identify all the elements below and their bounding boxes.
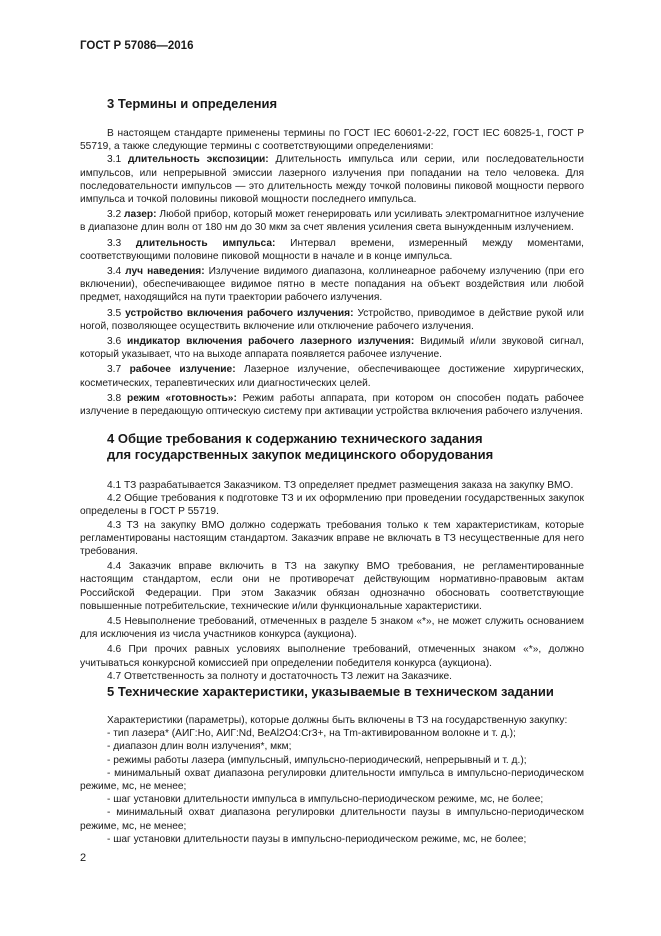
section-5-title: 5 Технические характеристики, указываемые в техническом задании (107, 684, 554, 699)
item-4-7: 4.7 Ответственность за полноту и достаточность ТЗ лежит на Заказчике. (107, 670, 453, 682)
list-item: - шаг установки длительности импульса в импульсно-периодическом режиме, мс, не более; (107, 794, 544, 806)
document-header: ГОСТ Р 57086—2016 (80, 40, 194, 52)
item-4-5: 4.5 Невыполнение требований, отмеченных в разделе 5 знаком «*», не может служить основанием для исключения из числа участников конкурса (аукциона). (80, 616, 584, 641)
section-5-body (80, 714, 584, 846)
item-4-6: 4.6 При прочих равных условиях выполнение требований, отмеченных знаком «*», должно учитываться конкурсной комиссией при определении победителя конкурса (аукциона). (80, 644, 584, 669)
section-4-title (107, 431, 493, 463)
section-3-body (80, 127, 584, 418)
item-4-1: 4.1 ТЗ разрабатывается Заказчиком. ТЗ определяет предмет размещения заказа на закупку ВМО. (107, 480, 574, 491)
item-4-4: 4.4 Заказчик вправе включить в ТЗ на закупку ВМО требования, не регламентированные настоящим стандартом, если они не противоречат действующим нормативно-правовым актам Российской Федерации. При этом Заказчик обязан однозначно обосновать соответствующие повышенные потребительские, технические и/или функциональные характеристики. (80, 561, 584, 612)
list-item: - шаг установки длительности паузы в импульсно-периодическом режиме, мс, не более; (107, 833, 527, 845)
list-item: - диапазон длин волн излучения*, мкм; (107, 741, 292, 753)
item-4-3: 4.3 ТЗ на закупку ВМО должно содержать требования только к тем характеристикам, которые регламентированы настоящим стандартом. Заказчик вправе не включать в ТЗ несущественные для него требования. (80, 519, 584, 558)
term-3-4: 3.4 луч наведения: Излучение видимого диапазона, коллинеарное рабочему излучению (при его включении), обеспечивающее видимое пятно в месте попадания на объект воздействия или любой предмет, находящийся на пути траектории рабочего излучения. (80, 266, 584, 304)
section-4-title-line-2: для государственных закупок медицинского оборудования (107, 447, 494, 462)
section-3-intro: В настоящем стандарте применены термины по ГОСТ IEC 60601-2-22, ГОСТ IEC 60825-1, ГОСТ Р 55719, а также следующие термины с соответствующими определениями: (80, 128, 584, 153)
term-3-2: 3.2 лазер: Любой прибор, который может генерировать или усиливать электромагнитное излучение в диапазоне длин волн от 180 нм до 30 мкм за счет явления усиления света вынужденным излучением. (80, 209, 584, 234)
list-item: - тип лазера* (АИГ:Ho, АИГ:Nd, BeAl2O4:Cr3+, на Tm-активированном волокне и т. д.); (107, 728, 516, 740)
section-5-intro: Характеристики (параметры), которые должны быть включены в ТЗ на государственную закупку: (107, 715, 568, 726)
list-item: - минимальный охват диапазона регулировки длительности паузы в импульсно-периодическом режиме, мс, не менее; (80, 807, 584, 832)
term-3-1: 3.1 длительность экспозиции: Длительность импульса или серии, или последовательности импульсов, или непрерывной эмиссии лазерного излучения при попадании на тело человека. Для последовательности импульсов — это длительность между точкой половины пиковой мощности первого импульса и точкой половины пиковой мощности последнего импульса. (80, 154, 584, 206)
term-3-3: 3.3 длительность импульса: Интервал времени, измеренный между моментами, соответствующими половине пиковой мощности в начале и в конце импульса. (80, 237, 584, 262)
section-3-title: 3 Термины и определения (107, 96, 278, 111)
term-3-5: 3.5 устройство включения рабочего излучения: Устройство, приводимое в действие рукой или ногой, позволяющее осуществить включение или отключение рабочего излучения. (80, 307, 584, 332)
section-4-title-line-1: 4 Общие требования к содержанию технического задания (107, 431, 483, 446)
term-3-8: 3.8 режим «готовность»: Режим работы аппарата, при котором он способен подать рабочее излучение в передающую оптическую систему при активации устройства включения рабочего излучения. (80, 392, 584, 418)
term-3-7: 3.7 рабочее излучение: Лазерное излучение, обеспечивающее достижение хирургических, косметических, терапевтических или диагностических целей. (80, 364, 584, 389)
list-item: - режимы работы лазера (импульсный, импульсно-периодический, непрерывный и т. д.); (107, 754, 527, 766)
section-4-body (80, 479, 584, 683)
item-4-2: 4.2 Общие требования к подготовке ТЗ и их оформлению при проведении государственных закупок определены в ГОСТ Р 55719. (80, 493, 584, 518)
page-number: 2 (80, 852, 87, 864)
term-3-6: 3.6 индикатор включения рабочего лазерного излучения: Видимый и/или звуковой сигнал, который указывает, что на выходе аппарата появляется рабочее излучение. (80, 336, 585, 361)
list-item: - минимальный охват диапазона регулировки длительности импульса в импульсно-периодическом режиме, мс, не менее; (80, 767, 584, 793)
